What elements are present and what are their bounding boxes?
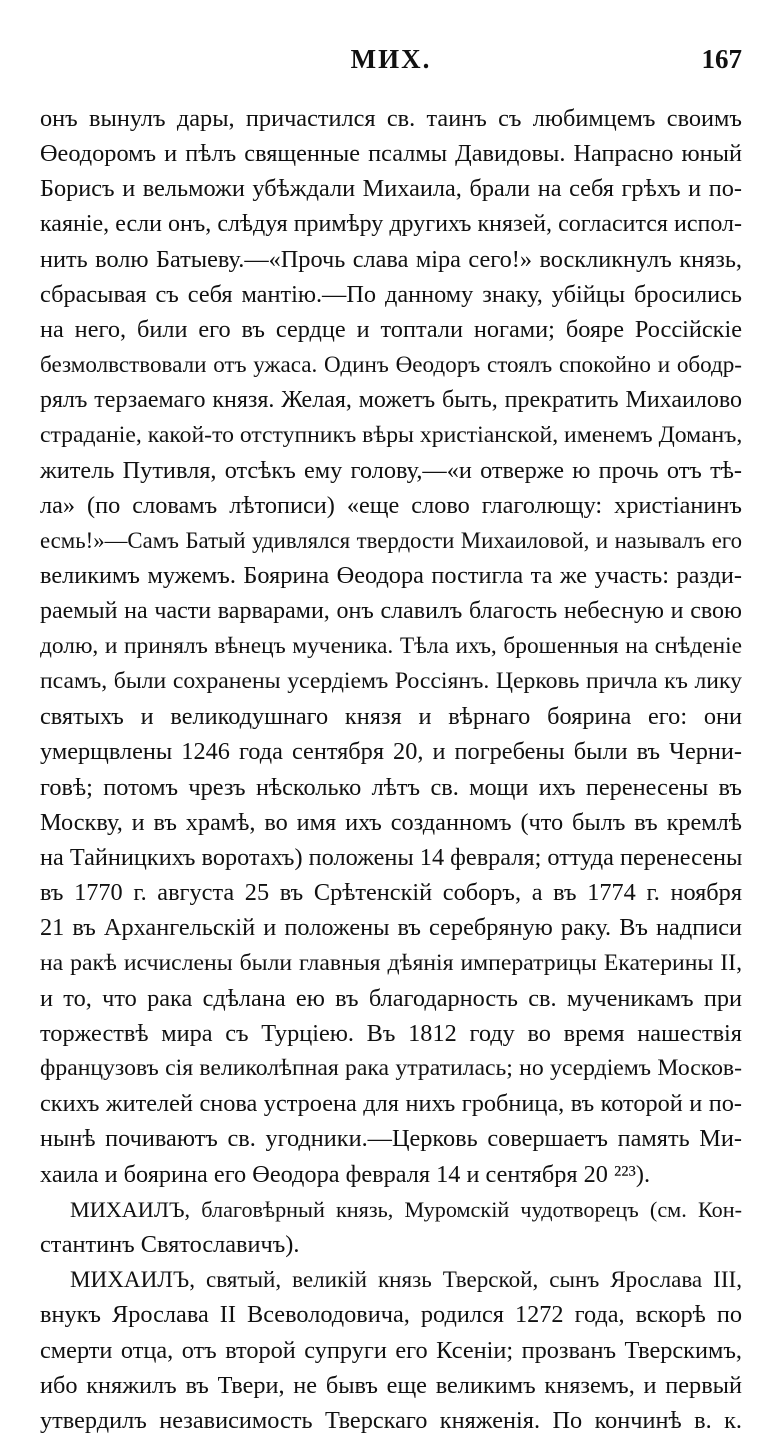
text-line: страданіе, какой-то отступникъ вѣры христіанской, именемъ Доманъ, [40,421,743,448]
text-line: Борисъ и вельможи убѣждали Михаила, брали на себя грѣхъ и по- [40,175,742,203]
text-line: утвердилъ независимость Тверскаго княженія. По кончинѣ в. к. [40,1406,742,1434]
text-line: стантинъ Святославичъ). [40,1231,300,1258]
text-line: ла» (по словамъ лѣтописи) «еще слово глаголющу: христіанинъ [40,492,742,520]
text-line: на Тайницкихъ воротахъ) положены 14 февраля; оттуда перенесены [40,843,743,871]
text-line: на него, били его въ сердце и топтали ногами; бояре Россійскіе [40,316,742,344]
text-line: псамъ, были сохранены усердіемъ Россіянъ. Церковь причла къ лику [40,668,742,694]
text-line: скихъ жителей снова устроена для нихъ гробница, въ которой и по- [40,1090,742,1118]
text-line: рялъ терзаемаго князя. Желая, можетъ быть, прекратить Михаилово [40,386,742,413]
text-line: есмь!»—Самъ Батый удивлялся твердости Михаиловой, и называлъ его [40,528,742,554]
text-line: долю, и принялъ вѣнецъ мученика. Тѣла ихъ, брошенныя на снѣденіе [40,632,742,659]
text-line: житель Путивля, отсѣкъ ему голову,—«и отверже ю прочь отъ тѣ- [40,456,742,484]
text-line: МИХАИЛЪ, благовѣрный князь, Муромскій чудотворецъ (см. Кон- [70,1196,742,1222]
text-line: сбрасывая съ себя мантію.—По данному знаку, убійцы бросились [40,280,742,308]
text-line: безмолвствовали отъ ужаса. Одинъ Өеодоръ стоялъ спокойно и ободр- [40,351,742,378]
text-line: Өеодоромъ и пѣлъ священные псалмы Давидовы. Напрасно юный [40,140,742,168]
text-line: нынѣ почиваютъ св. угодники.—Церковь совершаетъ память Ми- [40,1125,742,1153]
text-line: Москву, и въ храмѣ, во имя ихъ созданномъ (что былъ въ кремлѣ [40,808,742,836]
text-line: на ракѣ исчислены были главныя дѣянія императрицы Екатерины II, [40,949,742,976]
text-line: говѣ; потомъ чрезъ нѣсколько лѣтъ св. мощи ихъ перенесены въ [40,773,742,801]
text-line: МИХАИЛЪ, святый, великій князь Тверской, сынъ Ярослава III, [70,1266,742,1293]
text-line: великимъ мужемъ. Боярина Өеодора постигла та же участь: разди- [40,562,742,590]
text-line: и то, что рака сдѣлана ею въ благодарность св. мученикамъ при [40,984,742,1012]
page-number: 167 [701,44,742,74]
text-line: ибо княжилъ въ Твери, не бывъ еще великимъ княземъ, и первый [40,1371,742,1399]
text-line: торжествѣ мира съ Турціею. Въ 1812 году во время нашествія [40,1019,742,1047]
text-line: внукъ Ярослава II Всеволодовича, родился 1272 года, вскорѣ по [40,1301,742,1329]
running-head: МИХ. [350,44,432,74]
body-text [40,101,742,1438]
text-line: святыхъ и великодушнаго князя и вѣрнаго боярина его: они [40,703,742,731]
text-line: хаила и боярина его Өеодора февраля 14 и сентября 20 ²²³). [40,1160,651,1188]
text-line: раемый на части варварами, онъ славилъ благость небесную и свою [40,597,742,624]
text-line: каяніе, если онъ, слѣдуя примѣру другихъ князей, согласится испол- [40,210,742,237]
text-line: смерти отца, отъ второй супруги его Ксеніи; прозванъ Тверскимъ, [40,1336,742,1364]
text-line: нить волю Батыеву.—«Прочь слава міра сего!» воскликнулъ князь, [40,245,742,273]
text-line: умерщвлены 1246 года сентября 20, и погребены были въ Черни- [40,738,742,766]
text-line: 21 въ Архангельскій и положены въ серебряную раку. Въ надписи [40,914,742,942]
text-line: французовъ сія великолѣпная рака утратилась; но усердіемъ Москов- [40,1055,742,1082]
text-line: онъ вынулъ дары, причастился св. таинъ съ любимцемъ своимъ [40,105,742,132]
page-header [40,44,742,84]
text-line: въ 1770 г. августа 25 въ Срѣтенскій соборъ, а въ 1774 г. ноября [40,879,742,907]
